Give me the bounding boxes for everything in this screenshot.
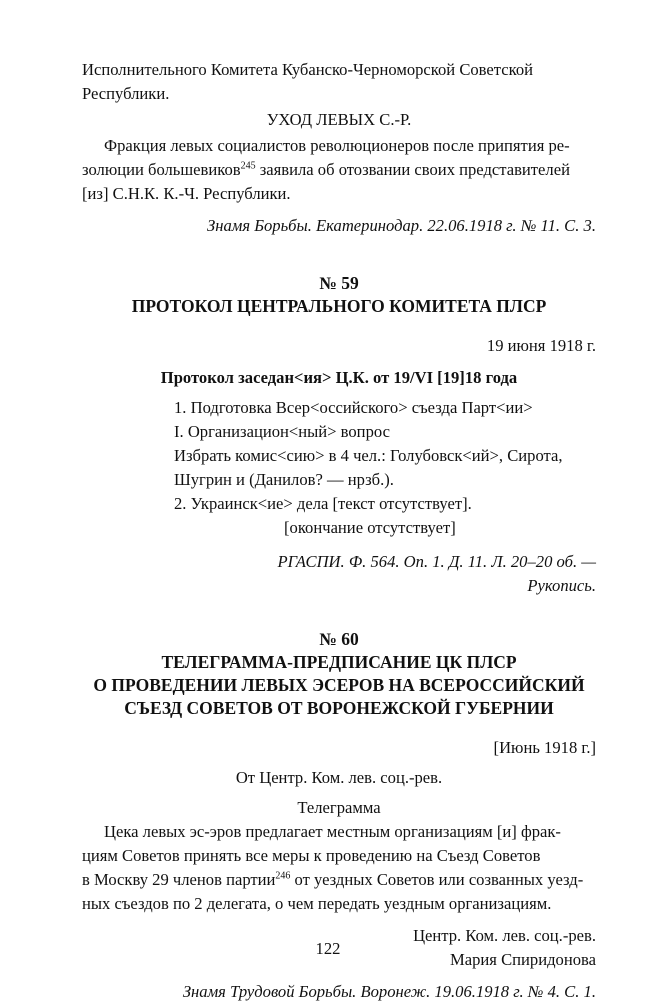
paragraph-line: ных съездов по 2 делегата, о чем передать уездным организациям.	[82, 894, 552, 913]
source-citation: Знамя Борьбы. Екатеринодар. 22.06.1918 г. № 11. С. 3.	[207, 216, 596, 235]
text-line: Республики.	[82, 84, 170, 103]
page-number: 122	[315, 939, 341, 958]
paragraph-line: Цека левых эс-эров предлагает местным организациям [и] фрак-	[104, 822, 561, 841]
document-title-line: ТЕЛЕГРАММА-ПРЕДПИСАНИЕ ЦК ПЛСР	[161, 652, 517, 672]
signature-line: Центр. Ком. лев. соц.-рев.	[413, 926, 596, 945]
document-date: 19 июня 1918 г.	[486, 336, 596, 355]
paragraph-line: золюции большевиков$^{245}$ заявила об отозвании своих представителей	[82, 160, 570, 179]
paragraph-line: [из] С.Н.К. К.-Ч. Республики.	[82, 184, 291, 203]
document-date: [Июнь 1918 г.]	[493, 738, 596, 757]
sender-line: От Центр. Ком. лев. соц.-рев.	[235, 768, 443, 787]
source-citation-line2: Рукопись.	[527, 576, 596, 595]
source-citation: РГАСПИ. Ф. 564. Оп. 1. Д. 11. Л. 20–20 об. —	[277, 552, 596, 571]
source-citation: Знамя Трудовой Борьбы. Воронеж. 19.06.1918 г. № 4. С. 1.	[182, 982, 596, 1001]
document-title-line: О ПРОВЕДЕНИИ ЛЕВЫХ ЭСЕРОВ НА ВСЕРОССИЙСКИЙ	[93, 675, 585, 695]
text-line: Исполнительного Комитета Кубанско-Черноморской Советской	[82, 60, 534, 79]
document-number: № 60	[319, 629, 359, 649]
agenda-item: Шугрин и (Данилов? — нрзб.).	[174, 470, 394, 489]
agenda-ending: [окончание отсутствует]	[284, 518, 456, 537]
agenda-item: 1. Подготовка Всер<оссийского> съезда Парт<ии>	[174, 398, 533, 417]
agenda-item: I. Организацион<ный> вопрос	[174, 422, 390, 441]
agenda-item: Избрать комис<сию> в 4 чел.: Голубовск<ий>, Сирота,	[174, 446, 563, 465]
document-page	[82, 58, 596, 1004]
document-title: ПРОТОКОЛ ЦЕНТРАЛЬНОГО КОМИТЕТА ПЛСР	[131, 296, 547, 316]
document-title-line: СЪЕЗД СОВЕТОВ ОТ ВОРОНЕЖСКОЙ ГУБЕРНИИ	[124, 698, 554, 718]
section-heading: УХОД ЛЕВЫХ С.-Р.	[266, 110, 412, 129]
document-59	[82, 272, 596, 598]
paragraph-line: в Москву 29 членов партии$^{246}$ от уездных Советов или созванных уезд-	[82, 870, 584, 889]
protocol-subtitle: Протокол заседан<ия> Ц.К. от 19/VI [19]18 года	[160, 368, 518, 387]
agenda-item: 2. Украинск<ие> дела [текст отсутствует].	[174, 494, 472, 513]
footnote-ref: 246	[275, 870, 291, 882]
paragraph-line: циям Советов принять все меры к проведению на Съезд Советов	[82, 846, 541, 865]
document-number: № 59	[319, 273, 359, 293]
telegram-label: Телеграмма	[297, 798, 381, 817]
signature-name: Мария Спиридонова	[450, 950, 596, 969]
paragraph-line: Фракция левых социалистов революционеров после припятия ре-	[104, 136, 570, 155]
agenda-list	[174, 396, 596, 540]
preceding-text	[82, 58, 596, 238]
footnote-ref: 245	[240, 160, 256, 172]
